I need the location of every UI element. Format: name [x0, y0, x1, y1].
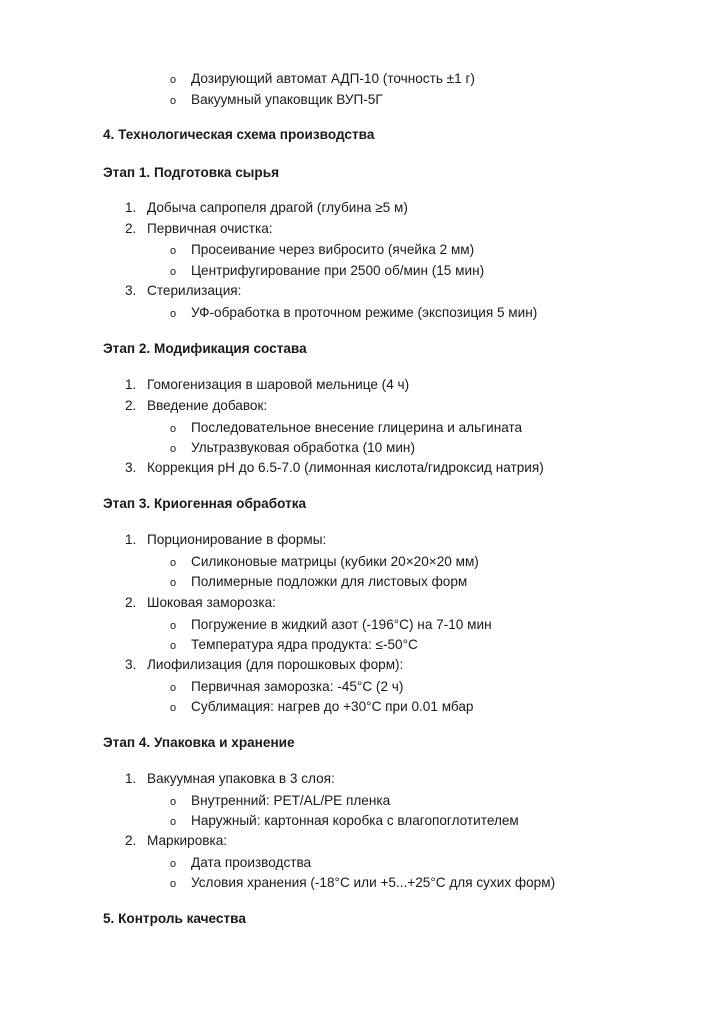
- list-item: Вакуумный упаковщик ВУП-5Г: [191, 92, 383, 107]
- list-item: Первичная заморозка: -45°C (2 ч): [191, 679, 404, 694]
- sub-bullet-icon: o: [170, 796, 177, 808]
- list-number: 2.: [125, 833, 137, 848]
- sub-bullet-icon: o: [170, 245, 177, 257]
- list-number: 2.: [125, 221, 137, 236]
- sub-bullet-icon: o: [170, 577, 177, 589]
- list-item: Шоковая заморозка:: [147, 595, 276, 610]
- list-item: Температура ядра продукта: ≤-50°C: [191, 637, 418, 652]
- sub-bullet-icon: o: [170, 620, 177, 632]
- sub-bullet-icon: o: [170, 423, 177, 435]
- list-item: Последовательное внесение глицерина и альгината: [191, 420, 523, 435]
- list-item: Ультразвуковая обработка (10 мин): [191, 440, 415, 455]
- list-item: Маркировка:: [147, 833, 228, 848]
- list-item: Введение добавок:: [147, 398, 268, 413]
- list-item: Силиконовые матрицы (кубики 20×20×20 мм): [191, 554, 479, 569]
- list-item: УФ-обработка в проточном режиме (экспозиция 5 мин): [191, 305, 538, 320]
- list-number: 1.: [125, 200, 137, 215]
- list-item: Гомогенизация в шаровой мельнице (4 ч): [147, 377, 410, 392]
- list-item: Дата производства: [191, 855, 312, 870]
- list-number: 3.: [125, 657, 137, 672]
- sub-bullet-icon: o: [170, 266, 177, 278]
- list-item: Полимерные подложки для листовых форм: [191, 574, 468, 589]
- sub-bullet-icon: o: [170, 858, 177, 870]
- list-number: 2.: [125, 595, 137, 610]
- list-item: Первичная очистка:: [147, 221, 273, 236]
- list-item: Наружный: картонная коробка с влагопоглотителем: [191, 813, 519, 828]
- stage-heading: Этап 3. Криогенная обработка: [103, 496, 307, 511]
- list-item: Лиофилизация (для порошковых форм):: [147, 657, 404, 672]
- sub-bullet-icon: o: [170, 308, 177, 320]
- stage-heading: Этап 4. Упаковка и хранение: [103, 735, 295, 750]
- list-item: Просеивание через вибросито (ячейка 2 мм): [191, 242, 475, 257]
- sub-bullet-icon: o: [170, 682, 177, 694]
- list-item: Вакуумная упаковка в 3 слоя:: [147, 771, 335, 786]
- sub-bullet-icon: o: [170, 557, 177, 569]
- sub-bullet-icon: o: [170, 443, 177, 455]
- list-item: Центрифугирование при 2500 об/мин (15 мин): [191, 263, 485, 278]
- stage-heading: Этап 2. Модификация состава: [103, 341, 307, 356]
- sub-bullet-icon: o: [170, 878, 177, 890]
- sub-bullet-icon: o: [170, 95, 177, 107]
- list-item: Добыча сапропеля драгой (глубина ≥5 м): [147, 200, 408, 215]
- list-number: 1.: [125, 377, 137, 392]
- list-number: 3.: [125, 460, 137, 475]
- list-item: Коррекция pH до 6.5-7.0 (лимонная кислота/гидроксид натрия): [147, 460, 544, 475]
- list-item: Сублимация: нагрев до +30°C при 0.01 мбар: [191, 699, 474, 714]
- sub-bullet-icon: o: [170, 702, 177, 714]
- sub-bullet-icon: o: [170, 74, 177, 86]
- list-item: Погружение в жидкий азот (-196°C) на 7-10 мин: [191, 617, 492, 632]
- list-number: 2.: [125, 398, 137, 413]
- stage-heading: Этап 1. Подготовка сырья: [103, 165, 280, 180]
- list-number: 3.: [125, 283, 137, 298]
- section-heading: 4. Технологическая схема производства: [103, 127, 375, 142]
- list-number: 1.: [125, 532, 137, 547]
- section-heading: 5. Контроль качества: [103, 911, 246, 926]
- list-number: 1.: [125, 771, 137, 786]
- list-item: Дозирующий автомат АДП-10 (точность ±1 г): [191, 71, 475, 86]
- list-item: Порционирование в формы:: [147, 532, 327, 547]
- list-item: Внутренний: PET/AL/PE пленка: [191, 793, 391, 808]
- sub-bullet-icon: o: [170, 816, 177, 828]
- list-item: Стерилизация:: [147, 283, 242, 298]
- sub-bullet-icon: o: [170, 640, 177, 652]
- list-item: Условия хранения (-18°C или +5...+25°C для сухих форм): [191, 875, 556, 890]
